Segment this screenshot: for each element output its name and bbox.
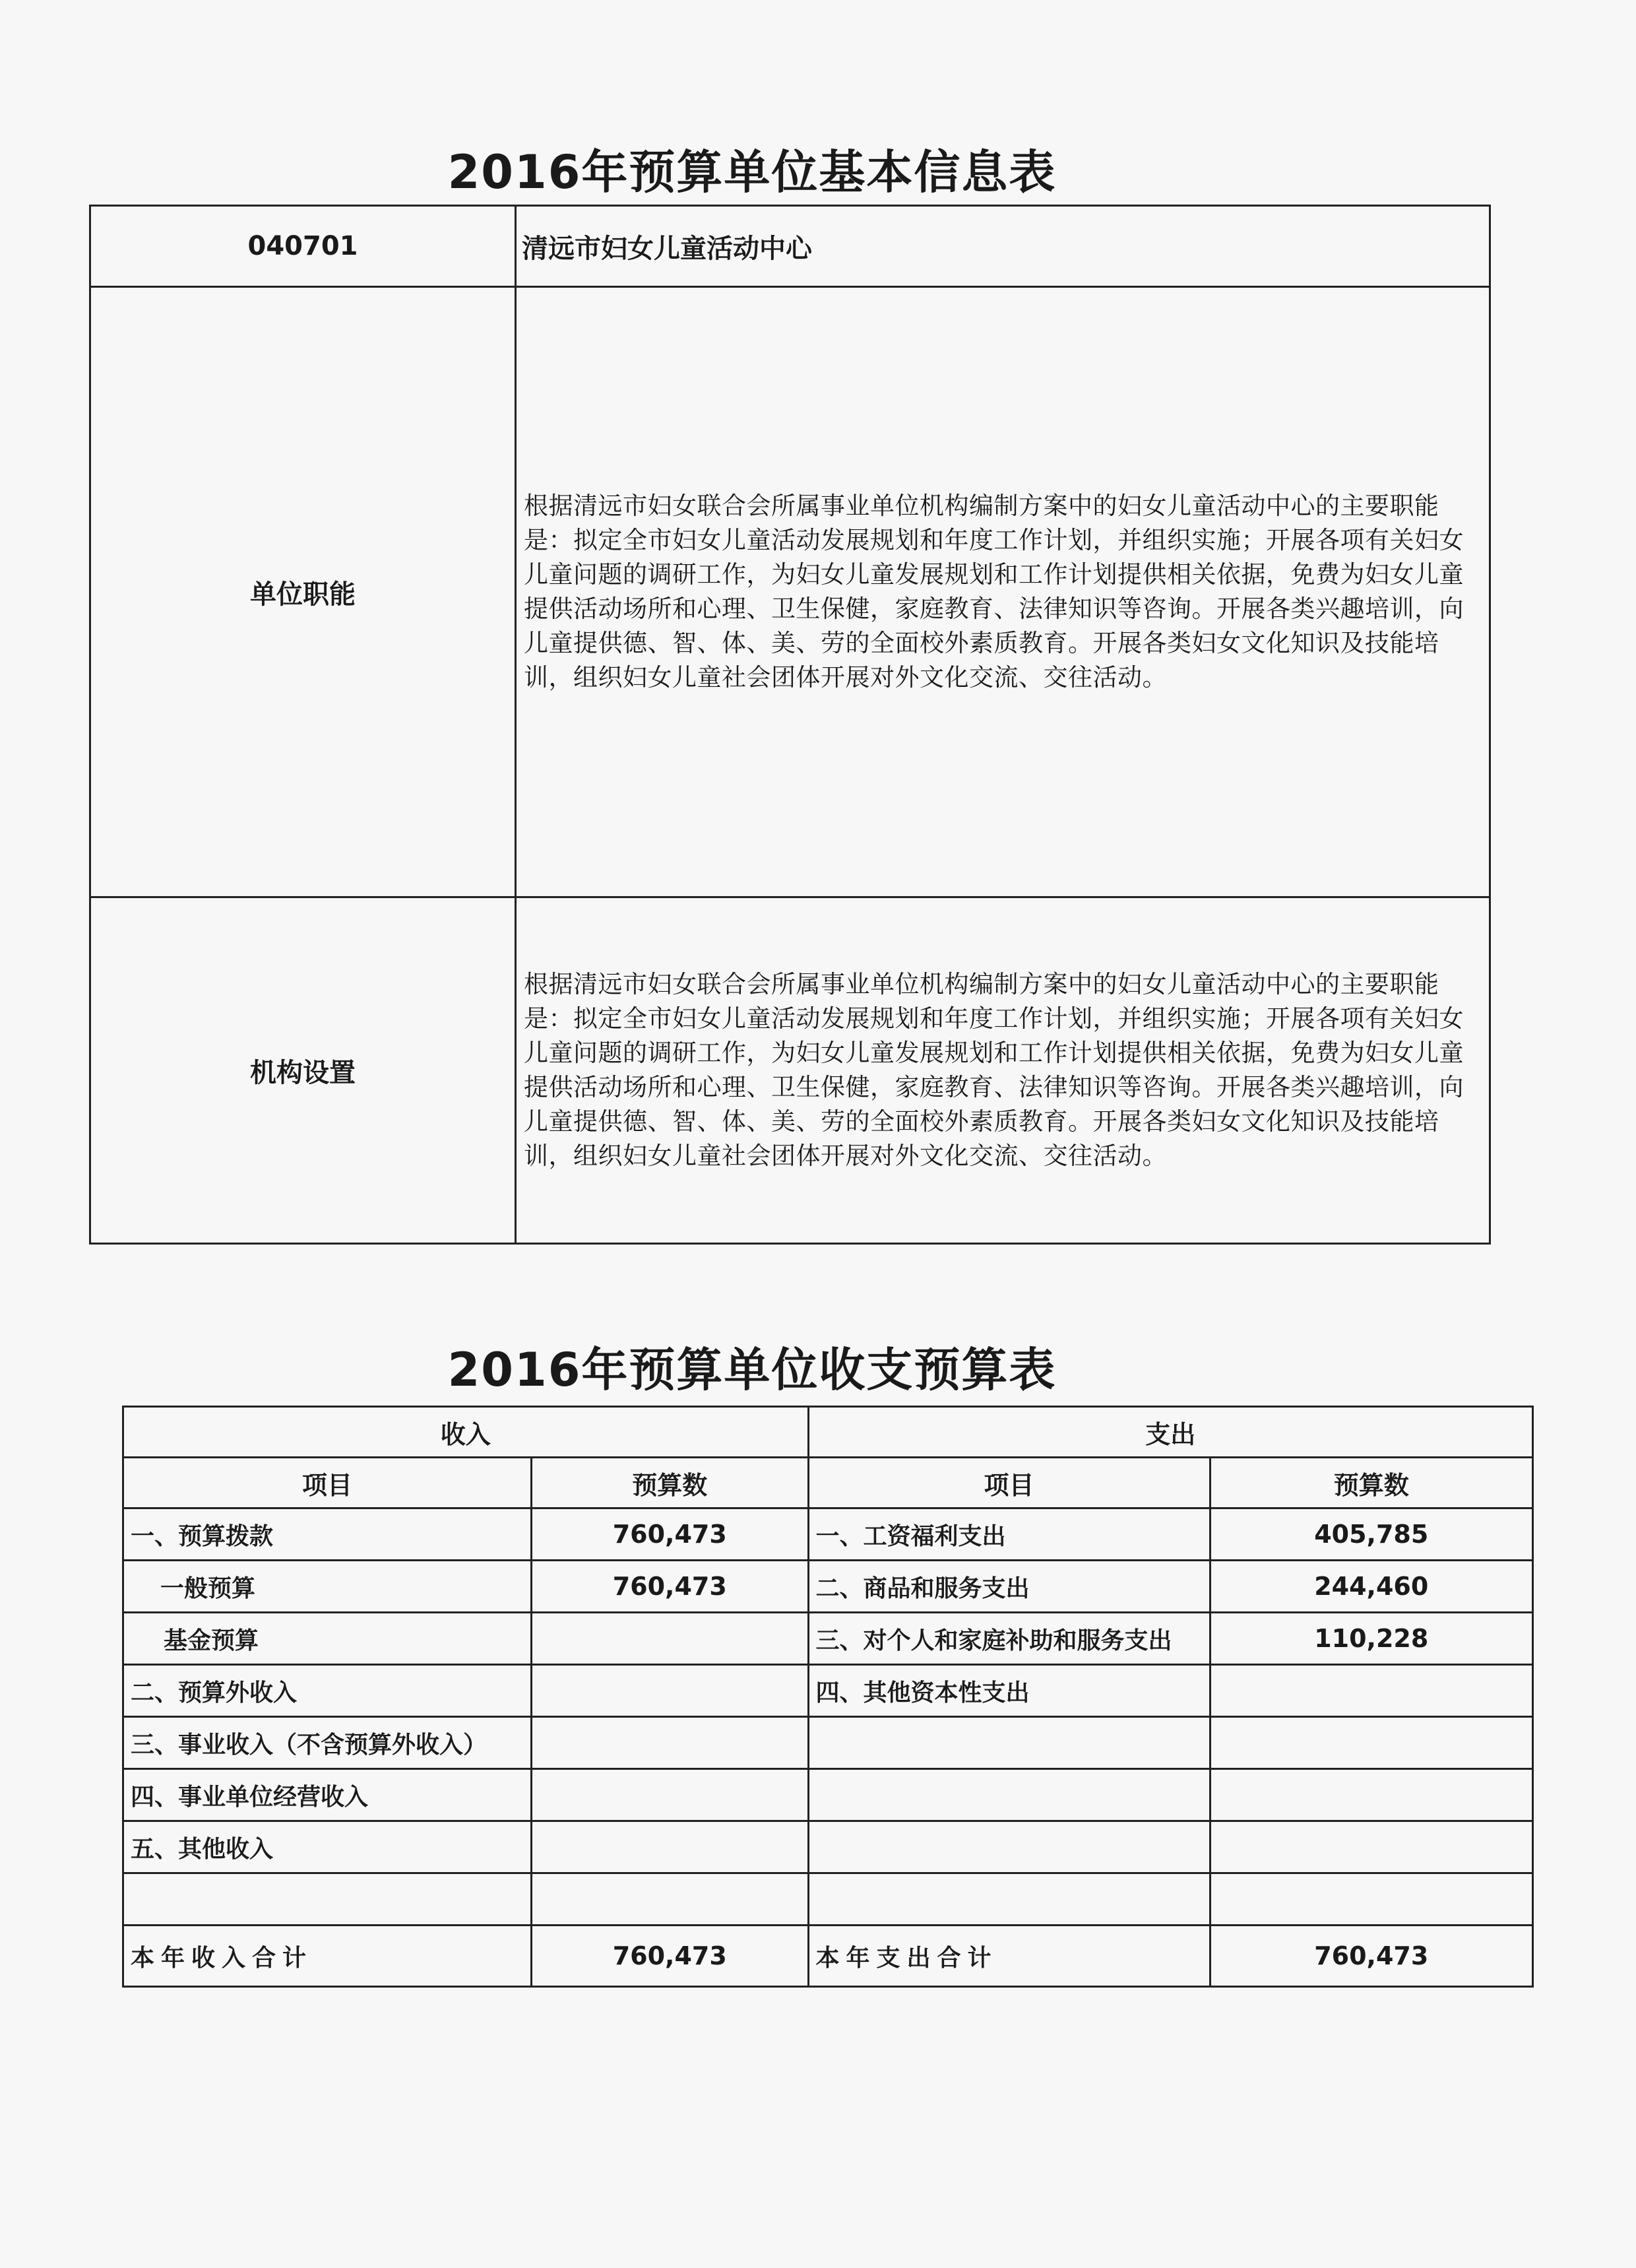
expense-amount (1210, 1821, 1532, 1873)
expense-item (808, 1717, 1210, 1769)
org-label: 机构设置 (90, 897, 516, 1244)
income-amount (532, 1717, 809, 1769)
income-amount (532, 1769, 809, 1821)
table-row (123, 1508, 1533, 1561)
income-amount (532, 1665, 809, 1717)
table-row (123, 1717, 1533, 1769)
expense-amount (1210, 1665, 1532, 1717)
table-row (90, 287, 1490, 897)
table-row (123, 1873, 1533, 1926)
info-table-title: 2016年预算单位基本信息表 (447, 145, 1057, 199)
expense-col-item: 项目 (808, 1458, 1210, 1508)
expense-item: 二、商品和服务支出 (808, 1561, 1210, 1613)
expense-amount: 405,785 (1210, 1508, 1532, 1561)
expense-header: 支出 (808, 1407, 1532, 1458)
income-item: 基金预算 (123, 1613, 532, 1665)
income-item: 四、事业单位经营收入 (123, 1769, 532, 1821)
income-header: 收入 (123, 1407, 809, 1458)
budget-table-title: 2016年预算单位收支预算表 (447, 1343, 1057, 1397)
unit-info-table (89, 205, 1491, 1245)
income-amount (532, 1821, 809, 1873)
expense-item: 四、其他资本性支出 (808, 1665, 1210, 1717)
income-item (123, 1873, 532, 1926)
table-row (123, 1407, 1533, 1458)
income-item: 一、预算拨款 (123, 1508, 532, 1561)
income-amount (532, 1873, 809, 1926)
expense-item: 三、对个人和家庭补助和服务支出 (808, 1613, 1210, 1665)
function-text: 根据清远市妇女联合会所属事业单位机构编制方案中的妇女儿童活动中心的主要职能是：拟定全市妇女儿童活动发展规划和年度工作计划，并组织实施；开展各项有关妇女儿童问题的调研工作，为妇女儿童发展规划和工作计划提供相关依据，免费为妇女儿童提供活动场所和心理、卫生保健，家庭教育、法律知识等咨询。开展各类兴趣培训，向儿童提供德、智、体、美、劳的全面校外素质教育。开展各类妇女文化知识及技能培训，组织妇女儿童社会团体开展对外文化交流、交往活动。 (524, 492, 1464, 692)
total-income: 760,473 (532, 1926, 809, 1987)
expense-amount (1210, 1873, 1532, 1926)
function-label: 单位职能 (90, 287, 516, 897)
expense-item: 一、工资福利支出 (808, 1508, 1210, 1561)
expense-item (808, 1769, 1210, 1821)
table-row (123, 1613, 1533, 1665)
table-row (123, 1665, 1533, 1717)
table-row (90, 897, 1490, 1244)
income-amount: 760,473 (532, 1561, 809, 1613)
income-item: 五、其他收入 (123, 1821, 532, 1873)
table-row (90, 206, 1490, 287)
income-amount: 760,473 (532, 1508, 809, 1561)
total-expense: 760,473 (1210, 1926, 1532, 1987)
expense-amount (1210, 1769, 1532, 1821)
expense-item (808, 1821, 1210, 1873)
income-item: 三、事业收入（不含预算外收入） (123, 1717, 532, 1769)
expense-amount (1210, 1717, 1532, 1769)
total-expense-label: 本年支出合计 (808, 1926, 1210, 1987)
income-amount (532, 1613, 809, 1665)
income-col-item: 项目 (123, 1458, 532, 1508)
table-row (123, 1769, 1533, 1821)
expense-amount: 110,228 (1210, 1613, 1532, 1665)
org-text: 根据清远市妇女联合会所属事业单位机构编制方案中的妇女儿童活动中心的主要职能是：拟定全市妇女儿童活动发展规划和年度工作计划，并组织实施；开展各项有关妇女儿童问题的调研工作，为妇女儿童发展规划和工作计划提供相关依据，免费为妇女儿童提供活动场所和心理、卫生保健，家庭教育、法律知识等咨询。开展各类兴趣培训，向儿童提供德、智、体、美、劳的全面校外素质教育。开展各类妇女文化知识及技能培训，组织妇女儿童社会团体开展对外文化交流、交往活动。 (524, 970, 1464, 1170)
income-item: 一般预算 (123, 1561, 532, 1613)
table-row (123, 1561, 1533, 1613)
table-row (123, 1821, 1533, 1873)
unit-name: 清远市妇女儿童活动中心 (516, 206, 1490, 287)
expense-item (808, 1873, 1210, 1926)
total-income-label: 本年收入合计 (123, 1926, 532, 1987)
expense-col-amount: 预算数 (1210, 1458, 1532, 1508)
table-row (123, 1926, 1533, 1987)
unit-code: 040701 (90, 206, 516, 287)
income-item: 二、预算外收入 (123, 1665, 532, 1717)
income-col-amount: 预算数 (532, 1458, 809, 1508)
expense-amount: 244,460 (1210, 1561, 1532, 1613)
budget-table (122, 1406, 1534, 1988)
table-row (123, 1458, 1533, 1508)
